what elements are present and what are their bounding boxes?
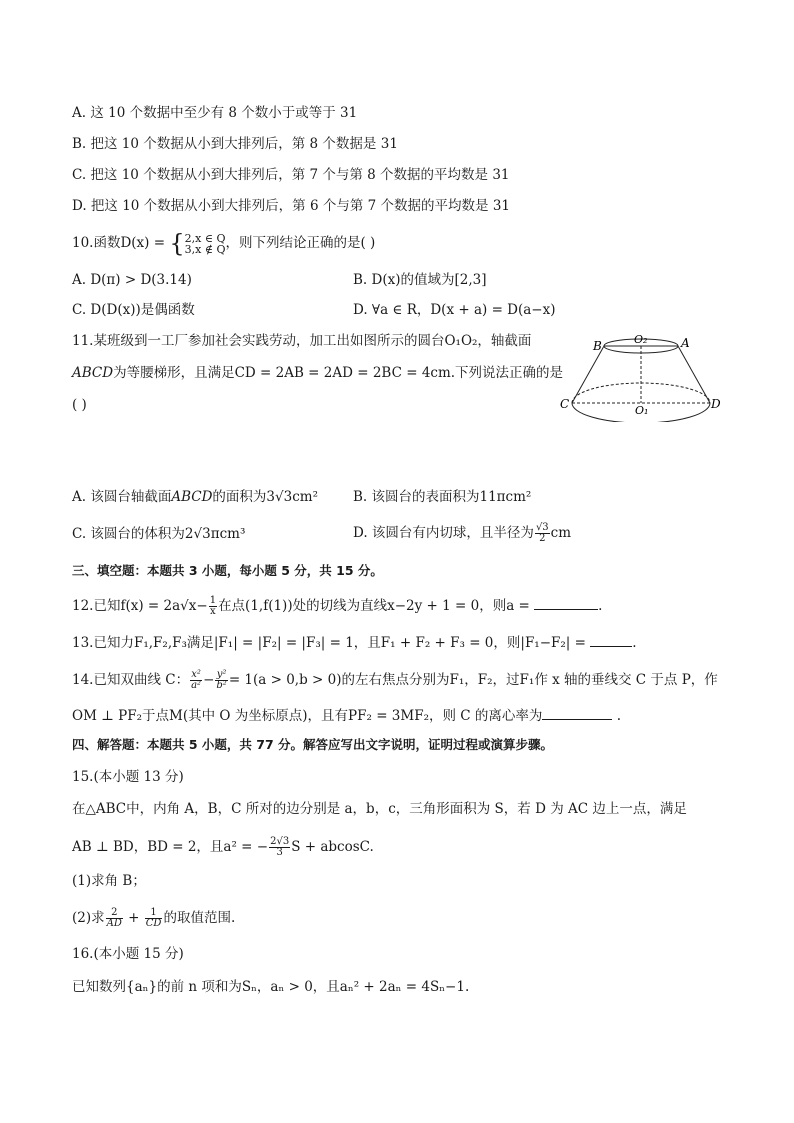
q10-cases: [185, 233, 226, 255]
q12-post: 在点(1,f(1))处的切线为直线x−2y + 1 = 0，则a =: [218, 598, 535, 614]
q10-option-c: C. D(D(x))是偶函数: [72, 302, 195, 318]
label-o1: O₁: [635, 404, 649, 417]
q11-opt-d-den: 2: [539, 533, 546, 544]
label-o2: O₂: [634, 333, 648, 346]
q15-part2-post: 的取值范围.: [163, 910, 236, 926]
q15-p2-frac2: [145, 908, 163, 929]
q14-f1-den: a²: [191, 680, 202, 691]
q15-plus: +: [123, 910, 144, 926]
q9-option-a: A. 这 10 个数据中至少有 8 个数小于或等于 31: [72, 105, 358, 121]
label-a: A: [681, 336, 690, 350]
q15-line2: [72, 834, 374, 860]
q15-p2-f2-den: CD: [145, 918, 162, 929]
q15-line2-num: 2√3: [270, 836, 290, 847]
q14-f2-num: y²: [216, 669, 227, 680]
q11-option-b: B. 该圆台的表面积为11πcm²: [353, 489, 532, 505]
q12-answer-blank[interactable]: [534, 597, 598, 610]
q10-option-d: D. ∀a ∈ R，D(x + a) = D(a−x): [353, 302, 556, 318]
q15-line2-den: 3: [276, 847, 283, 858]
q13-text: 13.已知力F₁,F₂,F₃满足|F₁| = |F₂| = |F₃| = 1，且F₁ + F₂ + F₃ = 0，则|F₁−F₂| =: [72, 635, 591, 651]
q11-opt-d-num: √3: [535, 522, 549, 533]
q15-p2-frac1: [106, 908, 123, 929]
q14-frac1: [190, 670, 202, 691]
q14-end: .: [612, 708, 621, 724]
section4-heading: 四、解答题：本题共 5 小题，共 77 分。解答应写出文字说明，证明过程或演算步骤。: [72, 737, 554, 752]
q11-abcd: ABCD: [72, 365, 114, 381]
q15-part2: [72, 905, 235, 931]
q9-option-d: D. 把这 10 个数据从小到大排列后，第 6 个与第 7 个数据的平均数是 31: [72, 198, 510, 214]
q11-line2: [72, 363, 563, 383]
q12-num: 1: [209, 595, 217, 606]
q10-option-b: B. D(x)的值域为[2,3]: [353, 272, 487, 288]
q11-opt-d-pre: D. 该圆台有内切球，且半径为: [353, 525, 534, 541]
q14-line2-text: OM ⊥ PF₂于点M(其中 O 为坐标原点)，且有PF₂ = 3MF₂，则 C 的离心率为: [72, 708, 543, 724]
q15-line2-pre: AB ⊥ BD，BD = 2，且a² = −: [72, 839, 269, 855]
q10-stem: [72, 231, 375, 256]
q15-header: 15.(本小题 13 分): [72, 769, 184, 785]
frustum-generatrix-left: [572, 346, 604, 403]
q11-option-d: [353, 521, 571, 545]
q10-suffix: ，则下列结论正确的是( ): [225, 235, 376, 251]
q14-answer-blank[interactable]: [542, 707, 612, 720]
q14-pre: 14.已知双曲线 C：: [72, 672, 190, 688]
label-c: C: [560, 397, 570, 411]
q10-prefix: 10.函数D(x) =: [72, 235, 170, 251]
frustum-generatrix-right: [678, 346, 710, 403]
q12-pre: 12.已知f(x) = 2a√x−: [72, 598, 208, 614]
q14-f1-num: x²: [191, 669, 201, 680]
q12-den: x: [210, 606, 216, 617]
q13-stem: [72, 633, 637, 653]
q11-opt-d-frac: [535, 523, 550, 544]
q16-header: 16.(本小题 15 分): [72, 946, 184, 962]
q10-brace: {: [169, 229, 185, 258]
label-b: B: [593, 339, 602, 353]
q15-line2-post: S + abcosC.: [291, 839, 374, 855]
section3-heading: 三、填空题：本题共 3 小题，每小题 5 分，共 15 分。: [72, 563, 383, 578]
q11-line3: ( ): [72, 397, 87, 413]
q10-case2: 3,x ∉ Q: [184, 242, 226, 256]
q10-case1: 2,x ∈ Q: [184, 231, 226, 245]
q11-opt-d-post: cm: [550, 525, 572, 541]
q15-line1: 在△ABC中，内角 A，B，C 所对的边分别是 a，b，c，三角形面积为 S，若 D 为 AC 边上一点，满足: [72, 801, 687, 817]
q15-part2-pre: (2)求: [72, 910, 105, 926]
q14-line2: [72, 706, 621, 726]
q9-option-c: C. 把这 10 个数据从小到大排列后，第 7 个与第 8 个数据的平均数是 31: [72, 167, 510, 183]
label-d: D: [711, 397, 721, 411]
q13-answer-blank[interactable]: [590, 634, 632, 647]
q14-post: = 1(a > 0,b > 0)的左右焦点分别为F₁，F₂，过F₁作 x 轴的垂线交 C 于点 P，作: [228, 672, 718, 688]
q12-stem: [72, 594, 602, 618]
q14-minus: −: [203, 672, 215, 688]
q10-option-a: A. D(π) > D(3.14): [72, 272, 192, 288]
frustum-figure: [556, 332, 726, 422]
q14-f2-den: b²: [216, 680, 227, 691]
q12-end: .: [598, 598, 603, 614]
q11-line1: 11.某班级到一工厂参加社会实践劳动，加工出如图所示的圆台O₁O₂，轴截面: [72, 333, 532, 349]
q14-line1: [72, 668, 718, 692]
q12-frac: [209, 596, 217, 617]
q14-frac2: [215, 670, 227, 691]
q15-line2-frac: [269, 837, 290, 858]
q11-line2-rest: 为等腰梯形，且满足CD = 2AB = 2AD = 2BC = 4cm.下列说法正确的是: [113, 365, 564, 381]
q13-end: .: [632, 635, 637, 651]
q11-option-c: C. 该圆台的体积为2√3πcm³: [72, 526, 246, 542]
q15-p2-f1-num: 2: [106, 908, 123, 919]
q11-opt-a-abcd: ABCD: [171, 489, 213, 505]
q11-opt-a-post: 的面积为3√3cm²: [212, 489, 318, 505]
q9-option-b: B. 把这 10 个数据从小到大排列后，第 8 个数据是 31: [72, 136, 398, 152]
q11-option-a: [72, 487, 318, 507]
q15-part1: (1)求角 B；: [72, 873, 146, 889]
q15-p2-f2-num: 1: [145, 908, 163, 919]
q15-p2-f1-den: AD: [106, 918, 122, 929]
q16-line1: 已知数列{aₙ}的前 n 项和为Sₙ，aₙ > 0，且aₙ² + 2aₙ = 4Sₙ−1.: [72, 979, 470, 995]
q11-opt-a-pre: A. 该圆台轴截面: [72, 489, 172, 505]
